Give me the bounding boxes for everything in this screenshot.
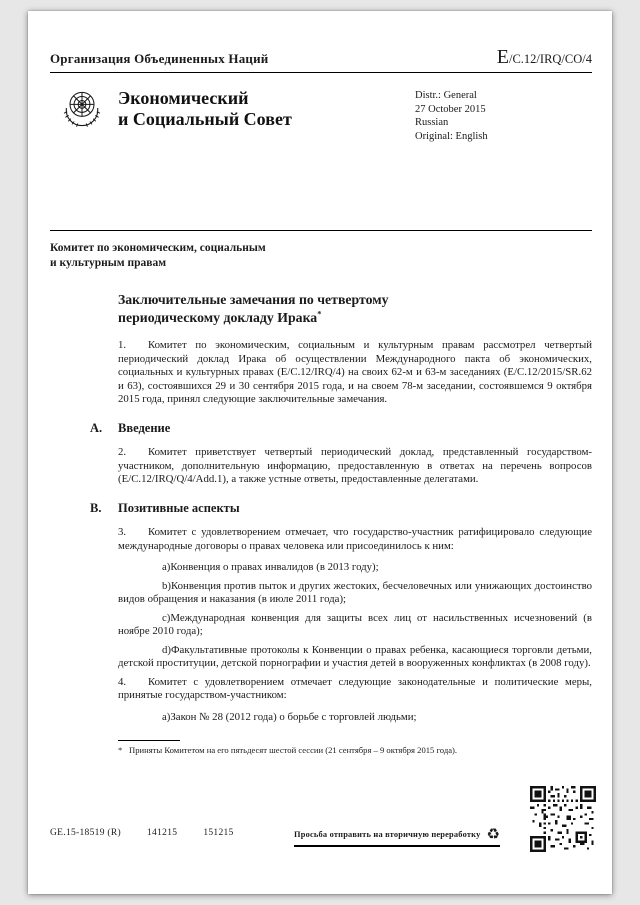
list-item-letter: d)	[162, 643, 171, 656]
list-item-letter: c)	[162, 611, 171, 624]
council-title-line1: Экономический	[118, 88, 249, 108]
masthead	[50, 85, 592, 231]
qr-code	[530, 786, 596, 852]
committee-name	[50, 241, 592, 271]
un-emblem-icon	[58, 85, 106, 133]
document-symbol-letter: E	[496, 46, 509, 68]
title-footnote-marker: *	[317, 309, 322, 319]
document-page	[28, 11, 612, 894]
paragraph-number: 1.	[118, 339, 127, 352]
footnote-marker: *	[118, 745, 123, 756]
distribution-block	[415, 85, 592, 144]
section-heading	[90, 421, 592, 437]
ge-date-1: 141215	[147, 828, 178, 838]
list-item	[118, 580, 592, 607]
page-title-text: Заключительные замечания по четвертому периодическому докладу Ирака	[118, 291, 389, 326]
paragraph-number: 2.	[118, 446, 127, 459]
paragraph-text: Комитет с удовлетворением отмечает, что государство-участник ратифицировало следующие международные договоры о правах человека или присоединилось к ним:	[118, 526, 592, 552]
document-header	[50, 47, 592, 73]
recycle-text: Просьба отправить на вторичную переработку	[294, 830, 481, 839]
document-symbol-rest: /C.12/IRQ/CO/4	[509, 52, 592, 66]
paragraph-number: 4.	[118, 675, 127, 688]
ge-code: GE.15-18519 (R)	[50, 828, 121, 838]
organization-name: Организация Объединенных Наций	[50, 51, 269, 66]
list-item-letter: a)	[162, 561, 171, 574]
original-language: Original: English	[415, 130, 488, 142]
paragraph-text: Комитет приветствует четвертый периодический доклад, представленный государством-участником, дополнительную информацию, предоставленную в ответах на перечень вопросов (E/C.12/IRQ/Q/4/Add.1), а также устные ответы, предоставленные делегатами.	[118, 446, 592, 486]
list-item	[118, 561, 592, 574]
list-item-text: Международная конвенция для защиты всех лиц от насильственных исчезновений (в ноябре 2010 года);	[118, 611, 592, 638]
page-title	[118, 291, 490, 327]
paragraph	[118, 339, 592, 406]
section-letter: A.	[90, 420, 103, 435]
committee-name-line2: и культурным правам	[50, 256, 167, 269]
committee-name-line1: Комитет по экономическим, социальным	[50, 242, 266, 254]
council-title	[118, 85, 415, 129]
list-item-text: Факультативные протоколы к Конвенции о правах ребенка, касающиеся торговли детьми, детской проституции, детской порнографии и участия детей в вооруженных конфликтах (в 2008 году).	[118, 643, 592, 670]
list-item-letter: a)	[162, 710, 171, 723]
council-title-line2: и Социальный Совет	[118, 108, 292, 129]
section-letter: B.	[90, 500, 102, 515]
distribution-type: Distr.: General	[415, 90, 477, 101]
list-item	[118, 612, 592, 639]
paragraph-text: Комитет по экономическим, социальным и культурным правам рассмотрел четвертый периодический доклад Ирака об осуществлении Международного пакта об экономических, социальных и культурных правах (E/C.12/IRQ/4) на своих 62-м и 63-м заседаниях (E/C.12/2015/SR.62 и 63), состоявшихся 29 и 30 сентября 2015 года, и на своем 78-м заседании, состоявшемся 9 октября 2015 года, принял следующие заключительные замечания.	[118, 339, 592, 406]
paragraph	[118, 526, 592, 553]
footnote	[118, 745, 518, 756]
paragraph	[118, 676, 592, 703]
footnote-text: Приняты Комитетом на его пятьдесят шестой сессии (21 сентября – 9 октября 2015 года).	[129, 745, 458, 756]
list-item-text: Конвенция против пыток и других жестоких, бесчеловечных или унижающих достоинство видов обращения и наказания (в июле 2011 года);	[118, 579, 592, 606]
document-body	[90, 339, 592, 724]
list-item-letter: b)	[162, 579, 171, 592]
section-heading-text: Введение	[118, 420, 171, 435]
ge-registration-stamp	[50, 828, 260, 838]
paragraph-text: Комитет с удовлетворением отмечает следующие законодательные и политические меры, принятые государством-участником:	[118, 675, 592, 702]
document-symbol	[497, 47, 592, 67]
recycle-notice	[294, 827, 500, 847]
list-item-text: Конвенция о правах инвалидов (в 2013 году);	[170, 561, 379, 574]
recycle-icon: ♻	[486, 825, 501, 843]
document-date: 27 October 2015	[415, 103, 486, 115]
list-item	[118, 644, 592, 671]
section-heading	[90, 501, 592, 517]
paragraph-number: 3.	[118, 526, 127, 539]
document-language: Russian	[415, 117, 449, 129]
list-item-text: Закон № 28 (2012 года) о борьбе с торговлей людьми;	[170, 710, 417, 723]
ge-date-2: 151215	[203, 828, 234, 838]
footnote-divider	[118, 740, 180, 741]
list-item	[118, 711, 592, 724]
paragraph	[118, 446, 592, 486]
section-heading-text: Позитивные аспекты	[118, 500, 240, 515]
